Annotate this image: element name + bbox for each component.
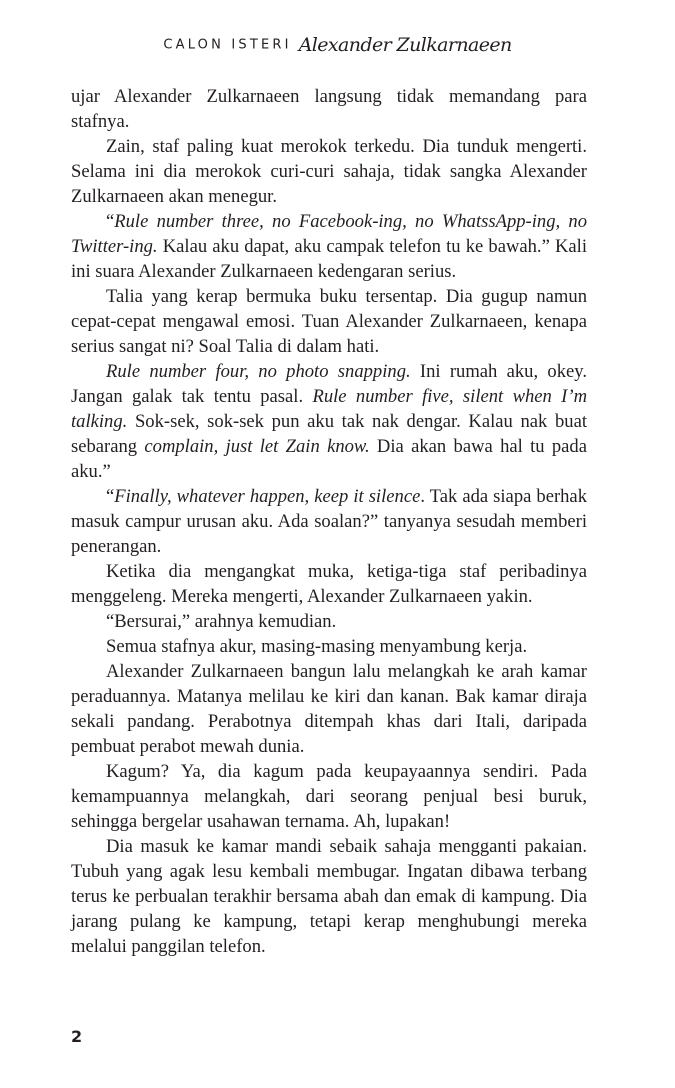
text-run: Sok-sek, sok-sek pun aku tak nak dengar. Kalau nak buat sebarang: [71, 411, 587, 457]
italic-text-run: Rule number three, no Facebook-ing, no WhatssApp-ing, no Twitter-ing.: [71, 211, 587, 257]
running-header-caps-title: CALON ISTERI: [163, 37, 292, 53]
text-run: Talia yang kerap bermuka buku tersentap. Dia gugup namun cepat-cepat mengawal emosi. Tuan Alexander Zulkarnaeen, kenapa serius sangat ni? Soal Talia di dalam hati.: [71, 286, 587, 357]
body-text: [71, 84, 587, 959]
text-run: Semua stafnya akur, masing-masing menyambung kerja.: [106, 636, 528, 657]
text-run: “: [106, 486, 115, 507]
text-run: Kalau aku dapat, aku campak telefon tu ke bawah.” Kali ini suara Alexander Zulkarnaeen kedengaran serius.: [71, 236, 587, 282]
paragraph: [71, 134, 587, 209]
page-number: 2: [71, 1027, 83, 1046]
paragraph: [71, 834, 587, 959]
paragraph: [71, 759, 587, 834]
paragraph: [71, 359, 587, 484]
paragraph: [71, 609, 587, 634]
running-header-script-title: Alexander Zulkarnaeen: [298, 34, 512, 56]
paragraph: [71, 209, 587, 284]
italic-text-run: complain, just let Zain know.: [144, 436, 370, 457]
text-run: “Bersurai,” arahnya kemudian.: [106, 611, 337, 632]
text-run: ujar Alexander Zulkarnaeen langsung tidak memandang para stafnya.: [71, 86, 587, 132]
paragraph: [71, 84, 587, 134]
paragraph: [71, 634, 587, 659]
text-run: Ketika dia mengangkat muka, ketiga-tiga staf peribadinya menggeleng. Mereka mengerti, Alexander Zulkarnaeen yakin.: [71, 561, 587, 607]
paragraph: [71, 484, 587, 559]
paragraph: [71, 559, 587, 609]
italic-text-run: Finally, whatever happen, keep it silence: [114, 486, 421, 507]
text-run: Alexander Zulkarnaeen bangun lalu melangkah ke arah kamar peraduannya. Matanya melilau ke kiri dan kanan. Bak kamar diraja sekali pandang. Perabotnya ditempah khas dari Itali, daripada pembuat perabot mewah dunia.: [71, 661, 587, 757]
text-run: . Tak ada siapa berhak masuk campur urusan aku. Ada soalan?” tanyanya sesudah memberi penerangan.: [71, 486, 587, 557]
italic-text-run: Rule number five, silent when I’m talking.: [71, 386, 587, 432]
paragraph: [71, 659, 587, 759]
italic-text-run: Rule number four, no photo snapping.: [106, 361, 411, 382]
text-run: Zain, staf paling kuat merokok terkedu. Dia tunduk mengerti. Selama ini dia merokok curi-curi sahaja, tidak sangka Alexander Zulkarnaeen akan menegur.: [71, 136, 587, 207]
paragraph: [71, 284, 587, 359]
text-run: Ini rumah aku, okey. Jangan galak tak tentu pasal.: [71, 361, 587, 407]
text-run: “: [106, 211, 115, 232]
text-run: Kagum? Ya, dia kagum pada keupayaannya sendiri. Pada kemampuannya melangkah, dari seorang penjual besi buruk, sehingga bergelar usahawan ternama. Ah, lupakan!: [71, 761, 587, 832]
text-run: Dia masuk ke kamar mandi sebaik sahaja mengganti pakaian. Tubuh yang agak lesu kembali membugar. Ingatan dibawa terbang terus ke perbualan terakhir bersama abah dan emak di kampung. Dia jarang pulang ke kampung, tetapi kerap menghubungi mereka melalui panggilan telefon.: [71, 836, 587, 957]
text-run: Dia akan bawa hal tu pada aku.”: [71, 436, 587, 482]
running-header: [0, 34, 675, 56]
